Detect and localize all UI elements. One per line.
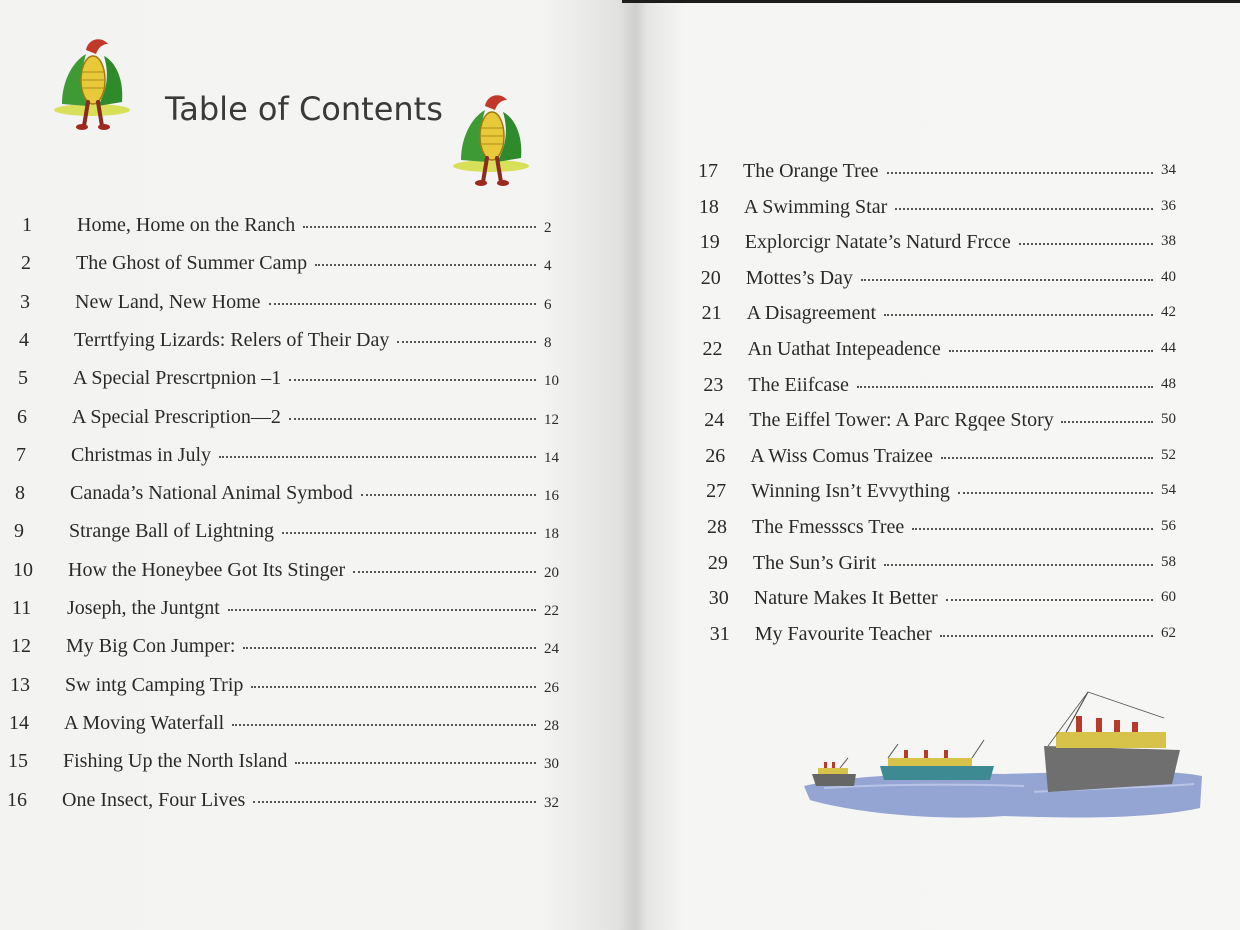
toc-entry-number: 30	[708, 587, 729, 610]
toc-entry-number: 26	[705, 444, 726, 467]
toc-entry-title: The Eiffel Tower: A Parc Rgqee Story	[749, 409, 1054, 432]
toc-entry	[16, 444, 575, 472]
toc-entry	[709, 587, 1226, 615]
toc-entry-number: 20	[700, 266, 721, 289]
toc-entry-title: The Sun’s Girit	[752, 551, 877, 574]
toc-entry-page: 30	[544, 756, 559, 773]
toc-entry-page: 32	[544, 794, 559, 811]
toc-entry-number: 21	[701, 302, 722, 325]
toc-leader-dots	[912, 528, 1153, 530]
toc-entry-page: 14	[544, 449, 559, 466]
toc-entry-title: Fishing Up the North Island	[63, 750, 288, 773]
toc-entry-title: A Disagreement	[746, 302, 876, 325]
toc-entry-number: 17	[698, 160, 718, 182]
toc-entry-page: 58	[1160, 553, 1176, 570]
toc-leader-dots	[884, 564, 1153, 566]
toc-entry-number: 3	[20, 290, 30, 313]
toc-entry-number: 31	[709, 622, 730, 645]
toc-entry-page: 6	[544, 296, 552, 313]
toc-entry	[702, 302, 1226, 330]
toc-entry	[14, 520, 575, 548]
toc-leader-dots	[361, 494, 536, 496]
toc-entry-number: 13	[10, 673, 30, 696]
toc-entry	[8, 750, 575, 778]
toc-entry	[710, 623, 1226, 651]
toc-entry-page: 56	[1161, 518, 1176, 534]
toc-entry-number: 11	[12, 597, 32, 619]
toc-entry-number: 5	[18, 367, 28, 390]
toc-entry	[19, 329, 575, 357]
toc-leader-dots	[282, 532, 536, 534]
toc-leader-dots	[1061, 421, 1153, 423]
toc-entry-page: 26	[544, 679, 559, 696]
toc-entry-number: 18	[698, 195, 719, 218]
toc-leader-dots	[861, 279, 1153, 281]
toc-entry	[20, 291, 575, 319]
toc-entry-title: A Swimming Star	[743, 195, 888, 218]
toc-entry-page: 8	[544, 334, 552, 351]
toc-entry	[10, 674, 575, 702]
toc-entry-title: How the Honeybee Got Its Stinger	[68, 558, 346, 581]
toc-entry-number: 9	[14, 520, 24, 543]
toc-leader-dots	[941, 457, 1153, 459]
toc-entry-title: Nature Makes It Better	[753, 587, 938, 610]
toc-entry-title: Mottes’s Day	[745, 266, 853, 289]
toc-entry-page: 62	[1160, 624, 1176, 641]
toc-leader-dots	[303, 226, 536, 228]
toc-leader-dots	[228, 609, 536, 611]
toc-entry	[704, 409, 1226, 437]
toc-leader-dots	[232, 724, 536, 726]
toc-entry-title: An Uathat Intepeadence	[747, 338, 941, 360]
toc-leader-dots	[295, 762, 536, 764]
toc-entry-title: Terrtfying Lizards: Relers of Their Day	[74, 328, 390, 351]
toc-entry-page: 28	[544, 717, 559, 734]
toc-entry-title: One Insect, Four Lives	[62, 788, 246, 811]
toc-entry-number: 24	[704, 409, 725, 432]
toc-entry	[703, 374, 1226, 402]
toc-entry	[703, 338, 1227, 366]
toc-entry	[7, 789, 575, 817]
toc-entry-title: Strange Ball of Lightning	[69, 520, 274, 543]
toc-entry-number: 6	[17, 405, 27, 428]
toc-leader-dots	[887, 172, 1153, 174]
toc-entry	[707, 516, 1226, 544]
toc-entry-page: 60	[1160, 589, 1176, 606]
toc-leader-dots	[253, 801, 536, 803]
toc-entry-page: 22	[544, 603, 559, 619]
toc-entry-number: 27	[706, 480, 727, 503]
toc-leader-dots	[1019, 243, 1153, 245]
toc-leader-dots	[243, 647, 536, 649]
toc-entry	[706, 480, 1226, 508]
toc-entry	[18, 367, 575, 395]
toc-entry	[705, 445, 1226, 473]
toc-entry-page: 44	[1161, 340, 1176, 356]
toc-entry-title: The Orange Tree	[743, 160, 879, 182]
toc-entry-page: 40	[1160, 268, 1176, 285]
toc-entry-title: Home, Home on the Ranch	[77, 214, 296, 236]
toc-entry-page: 16	[544, 488, 559, 505]
toc-entry-title: A Moving Waterfall	[64, 711, 225, 734]
toc-leader-dots	[857, 386, 1153, 388]
toc-leader-dots	[895, 208, 1153, 210]
toc-entry-page: 38	[1160, 233, 1176, 250]
toc-leader-dots	[884, 314, 1153, 316]
toc-entry-number: 2	[21, 252, 31, 275]
toc-leader-dots	[219, 456, 536, 458]
toc-entry-title: A Wiss Comus Traizee	[750, 444, 933, 467]
toc-entry-title: My Big Con Jumper:	[66, 635, 236, 658]
toc-entry-title: Joseph, the Juntgnt	[67, 597, 220, 619]
toc-entry-number: 12	[11, 635, 31, 658]
toc-entry-number: 14	[9, 711, 29, 734]
page-title: Table of Contents	[165, 90, 443, 128]
toc-entry	[700, 231, 1226, 259]
toc-entry-title: The Ghost of Summer Camp	[76, 252, 308, 275]
toc-entry-page: 10	[544, 373, 559, 390]
toc-leader-dots	[289, 418, 536, 420]
toc-leader-dots	[949, 350, 1154, 352]
toc-entry-title: Explorcigr Natate’s Naturd Frcce	[744, 231, 1011, 254]
corn-mascot-icon	[451, 88, 533, 188]
toc-entry-number: 4	[19, 328, 29, 351]
toc-entry	[698, 160, 1226, 188]
toc-entry-page: 12	[544, 411, 559, 428]
toc-entry-title: New Land, New Home	[75, 290, 261, 313]
toc-leader-dots	[940, 635, 1153, 637]
toc-entry	[22, 214, 575, 242]
toc-entry	[17, 406, 575, 434]
toc-entry-number: 29	[707, 551, 728, 574]
toc-leader-dots	[946, 599, 1153, 601]
toc-entry-number: 8	[15, 482, 25, 505]
toc-entry-page: 36	[1160, 197, 1176, 214]
toc-entry-title: The Fmessscs Tree	[752, 516, 905, 538]
toc-entry-page: 50	[1160, 411, 1176, 428]
toc-entry-title: Winning Isn’t Evvything	[751, 480, 950, 503]
corn-mascot-icon	[52, 32, 134, 132]
page-edge	[622, 0, 1240, 3]
right-page	[636, 0, 1240, 930]
toc-entry-number: 23	[703, 373, 724, 396]
toc-leader-dots	[251, 686, 536, 688]
toc-entry-number: 28	[707, 516, 727, 538]
ships-illustration	[804, 688, 1204, 828]
toc-entry	[9, 712, 575, 740]
toc-entry-page: 20	[544, 564, 559, 581]
toc-entry	[701, 267, 1226, 295]
toc-entry-page: 54	[1160, 482, 1176, 499]
toc-entry	[21, 252, 575, 280]
toc-entry-page: 2	[544, 220, 552, 236]
toc-entry-page: 42	[1160, 304, 1176, 321]
toc-entry-title: My Favourite Teacher	[754, 622, 932, 645]
toc-entry	[15, 482, 575, 510]
toc-entry-title: Canada’s National Animal Symbod	[70, 482, 353, 505]
toc-entry	[12, 597, 575, 625]
toc-entry	[699, 196, 1226, 224]
toc-entry-page: 34	[1161, 162, 1176, 178]
toc-entry-number: 15	[8, 750, 28, 773]
toc-leader-dots	[397, 341, 536, 343]
toc-entry-page: 52	[1160, 446, 1176, 463]
toc-entry-title: A Special Prescription—2	[72, 405, 281, 428]
toc-entry-title: The Eiifcase	[748, 373, 849, 396]
toc-entry-page: 18	[544, 526, 559, 543]
toc-leader-dots	[958, 492, 1153, 494]
toc-entry-page: 48	[1160, 375, 1176, 392]
toc-entry-number: 7	[16, 443, 26, 466]
toc-entry-title: A Special Prescrtpnion –1	[73, 367, 282, 390]
toc-entry-page: 24	[544, 641, 559, 658]
toc-leader-dots	[353, 571, 536, 573]
toc-entry-number: 1	[22, 214, 32, 236]
toc-entry-number: 16	[7, 788, 27, 811]
toc-entry	[11, 635, 575, 663]
toc-entry-title: Christmas in July	[71, 443, 212, 466]
toc-entry	[708, 552, 1226, 580]
toc-entry-title: Sw intg Camping Trip	[65, 673, 244, 696]
toc-entry	[13, 559, 575, 587]
toc-entry-number: 10	[13, 558, 33, 581]
toc-entry-number: 22	[702, 338, 723, 360]
toc-leader-dots	[289, 379, 536, 381]
toc-entry-number: 19	[699, 231, 720, 254]
toc-entry-page: 4	[544, 258, 552, 275]
toc-leader-dots	[315, 264, 536, 266]
toc-leader-dots	[269, 303, 536, 305]
